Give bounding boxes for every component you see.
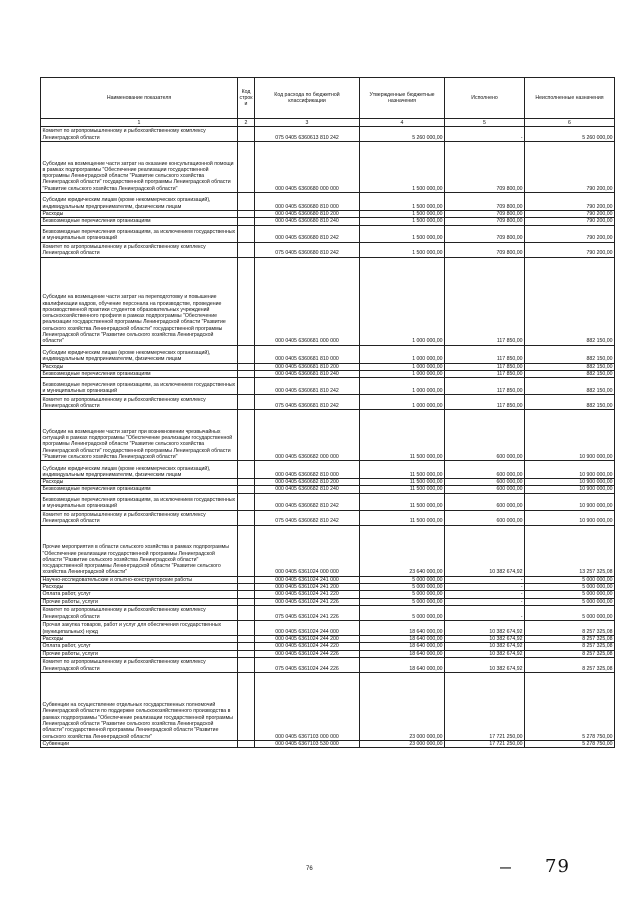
row-expense-code: 000 0405 6361024 244 000 [255, 620, 360, 635]
table-row [41, 635, 615, 642]
row-name: Прочие работы, услуги [41, 650, 238, 657]
row-remaining: 790 200,00 [525, 142, 615, 193]
row-name: Безвозмездные перечисления организациям, за исключением государственных и муниципальных организаций [41, 378, 238, 395]
row-approved: 23 000 000,00 [360, 740, 445, 747]
row-expense-code: 000 0405 6361024 241 200 [255, 584, 360, 591]
row-line-code [238, 242, 255, 257]
row-expense-code: 000 0405 6361024 244 220 [255, 643, 360, 650]
row-executed: 117 850,00 [445, 345, 525, 363]
row-expense-code: 000 0405 6361024 241 220 [255, 591, 360, 598]
row-name: Субвенции [41, 740, 238, 747]
row-name: Субвенции на осуществление отдельных государственных полномочий Ленинградской области по поддержке сельскохозяйственного производства в рамках подпрограммы "Обеспечение реализации государственной программы Ленинградской области "Развитие сельского хозяйства Ленинградской области" государственной программы Ленинградской области "Развитие сельского хозяйства Ленинградской области" [41, 672, 238, 740]
row-name: Расходы [41, 479, 238, 486]
row-executed: 709 800,00 [445, 225, 525, 242]
row-executed: 10 382 674,92 [445, 635, 525, 642]
row-remaining: 5 278 750,00 [525, 672, 615, 740]
row-executed: 117 850,00 [445, 370, 525, 377]
row-approved: 5 000 000,00 [360, 576, 445, 583]
row-expense-code: 000 0405 6361024 241 226 [255, 598, 360, 605]
row-remaining: 10 900 000,00 [525, 461, 615, 479]
row-approved: 1 500 000,00 [360, 242, 445, 257]
table-row [41, 650, 615, 657]
table-row [41, 740, 615, 747]
row-expense-code: 000 0405 6360681 000 000 [255, 257, 360, 345]
row-expense-code: 000 0405 6360680 810 240 [255, 218, 360, 225]
table-row [41, 591, 615, 598]
row-line-code [238, 127, 255, 142]
row-line-code [238, 363, 255, 370]
row-executed: 10 382 674,92 [445, 643, 525, 650]
row-line-code [238, 510, 255, 525]
row-expense-code: 000 0405 6360681 810 242 [255, 378, 360, 395]
row-expense-code: 000 0405 6360681 810 240 [255, 370, 360, 377]
table-row [41, 605, 615, 620]
row-name: Безвозмездные перечисления организациям [41, 370, 238, 377]
row-line-code [238, 740, 255, 747]
row-executed: 600 000,00 [445, 493, 525, 510]
row-executed: 10 382 674,92 [445, 650, 525, 657]
row-line-code [238, 635, 255, 642]
table-row [41, 493, 615, 510]
header-num: 5 [445, 119, 525, 127]
row-name: Субсидии на возмещение части затрат на переподготовку и повышение квалификации кадров, обучение персонала на производстве, проведение производственной практики студентов образовательных учреждений сельскохозяйственного профиля в рамках подпрограммы "Обеспечение реализации государственной программы Ленинградской области "Развитие сельского хозяйства Ленинградской области" государственной программы Ленинградской области "Развитие сельского хозяйства Ленинградской области" [41, 257, 238, 345]
handwritten-page-stamp: 79 [545, 856, 570, 877]
table-row [41, 620, 615, 635]
header-row-code: Код строк и [238, 78, 255, 119]
row-name: Субсидии юридическим лицам (кроме некоммерческих организаций), индивидуальным предпринимателям, физическим лицам [41, 461, 238, 479]
table-row [41, 479, 615, 486]
row-approved: 1 000 000,00 [360, 378, 445, 395]
table-row [41, 486, 615, 493]
row-approved: 1 000 000,00 [360, 345, 445, 363]
row-remaining: 10 900 000,00 [525, 479, 615, 486]
row-expense-code: 075 0405 6360682 810 242 [255, 510, 360, 525]
table-row [41, 211, 615, 218]
row-executed: 117 850,00 [445, 257, 525, 345]
row-line-code [238, 218, 255, 225]
row-remaining: 882 150,00 [525, 363, 615, 370]
row-name: Оплата работ, услуг [41, 643, 238, 650]
footer-dash: — [500, 862, 511, 874]
row-approved: 1 000 000,00 [360, 370, 445, 377]
row-executed: 10 382 674,92 [445, 657, 525, 672]
row-expense-code: 000 0405 6360682 810 200 [255, 479, 360, 486]
row-name: Прочая закупка товаров, работ и услуг для обеспечения государственных (муниципальных) нужд [41, 620, 238, 635]
row-approved: 1 500 000,00 [360, 193, 445, 211]
row-executed: 709 800,00 [445, 193, 525, 211]
table-row [41, 378, 615, 395]
header-expense-code: Код расхода по бюджетной классификации [255, 78, 360, 119]
row-remaining: 790 200,00 [525, 225, 615, 242]
row-approved: 1 000 000,00 [360, 395, 445, 410]
table-row [41, 598, 615, 605]
row-line-code [238, 410, 255, 461]
row-expense-code: 000 0405 6360681 810 000 [255, 345, 360, 363]
row-name: Расходы [41, 584, 238, 591]
row-line-code [238, 486, 255, 493]
row-line-code [238, 257, 255, 345]
row-name: Комитет по агропромышленному и рыбохозяйственному комплексу Ленинградской области [41, 605, 238, 620]
row-name: Оплата работ, услуг [41, 591, 238, 598]
row-line-code [238, 672, 255, 740]
table-row [41, 395, 615, 410]
table-row [41, 242, 615, 257]
row-remaining: 8 257 325,08 [525, 643, 615, 650]
header-num: 3 [255, 119, 360, 127]
table-row [41, 363, 615, 370]
row-line-code [238, 461, 255, 479]
row-line-code [238, 650, 255, 657]
header-remaining: Неисполненные назначения [525, 78, 615, 119]
row-expense-code: 000 0405 6360680 810 242 [255, 225, 360, 242]
table-row [41, 257, 615, 345]
row-line-code [238, 211, 255, 218]
row-approved: 11 500 000,00 [360, 461, 445, 479]
table-row [41, 657, 615, 672]
row-approved: 1 500 000,00 [360, 225, 445, 242]
row-remaining: 5 000 000,00 [525, 605, 615, 620]
row-line-code [238, 657, 255, 672]
row-approved: 1 000 000,00 [360, 257, 445, 345]
row-remaining: 790 200,00 [525, 211, 615, 218]
row-remaining: 5 260 000,00 [525, 127, 615, 142]
row-remaining: 8 257 325,08 [525, 657, 615, 672]
row-name: Расходы [41, 363, 238, 370]
budget-table [40, 77, 615, 748]
row-remaining: 790 200,00 [525, 242, 615, 257]
row-line-code [238, 525, 255, 576]
table-row [41, 643, 615, 650]
row-approved: 5 000 000,00 [360, 598, 445, 605]
row-remaining: 5 000 000,00 [525, 584, 615, 591]
table-row [41, 525, 615, 576]
row-executed: 709 800,00 [445, 211, 525, 218]
row-name: Субсидии юридическим лицам (кроме некоммерческих организаций), индивидуальным предпринимателям, физическим лицам [41, 345, 238, 363]
row-expense-code: 000 0405 6360680 810 200 [255, 211, 360, 218]
table-row [41, 127, 615, 142]
row-name: Субсидии юридическим лицам (кроме некоммерческих организаций), индивидуальным предпринимателям, физическим лицам [41, 193, 238, 211]
table-row [41, 576, 615, 583]
row-remaining: 13 257 325,08 [525, 525, 615, 576]
row-executed: 600 000,00 [445, 410, 525, 461]
row-approved: 5 000 000,00 [360, 605, 445, 620]
table-row [41, 345, 615, 363]
row-executed: 17 721 250,00 [445, 672, 525, 740]
row-expense-code: 075 0405 6360681 810 242 [255, 395, 360, 410]
row-approved: 18 640 000,00 [360, 650, 445, 657]
row-expense-code: 000 0405 6360680 810 000 [255, 193, 360, 211]
row-remaining: 10 900 000,00 [525, 410, 615, 461]
row-remaining: 5 000 000,00 [525, 591, 615, 598]
row-remaining: 882 150,00 [525, 257, 615, 345]
row-approved: 11 500 000,00 [360, 510, 445, 525]
row-approved: 23 000 000,00 [360, 672, 445, 740]
row-line-code [238, 378, 255, 395]
row-line-code [238, 598, 255, 605]
row-approved: 5 000 000,00 [360, 584, 445, 591]
row-expense-code: 000 0405 6367103 530 000 [255, 740, 360, 747]
row-name: Безвозмездные перечисления организациям [41, 486, 238, 493]
row-expense-code: 000 0405 6367103 000 000 [255, 672, 360, 740]
row-executed: - [445, 591, 525, 598]
page-number: 76 [306, 866, 313, 872]
row-executed: - [445, 127, 525, 142]
row-approved: 23 640 000,00 [360, 525, 445, 576]
row-remaining: 882 150,00 [525, 370, 615, 377]
header-indicator-name: Наименование показателя [41, 78, 238, 119]
row-expense-code: 000 0405 6360682 810 000 [255, 461, 360, 479]
row-name: Комитет по агропромышленному и рыбохозяйственному комплексу Ленинградской области [41, 127, 238, 142]
row-remaining: 10 900 000,00 [525, 486, 615, 493]
row-line-code [238, 643, 255, 650]
row-executed: 117 850,00 [445, 378, 525, 395]
row-name: Прочие мероприятия в области сельского хозяйства в рамках подпрограммы "Обеспечение реализации государственной программы Ленинградской области "Развитие сельского хозяйства Ленинградской области" государственной программы Ленинградской области "Развитие сельского хозяйства Ленинградской области" [41, 525, 238, 576]
row-line-code [238, 142, 255, 193]
row-executed: 600 000,00 [445, 461, 525, 479]
row-line-code [238, 493, 255, 510]
row-expense-code: 000 0405 6361024 244 200 [255, 635, 360, 642]
row-remaining: 8 257 325,08 [525, 635, 615, 642]
row-line-code [238, 225, 255, 242]
row-approved: 18 640 000,00 [360, 620, 445, 635]
row-executed: 10 382 674,92 [445, 525, 525, 576]
row-expense-code: 000 0405 6360682 810 242 [255, 493, 360, 510]
row-remaining: 5 278 750,00 [525, 740, 615, 747]
row-executed: 600 000,00 [445, 510, 525, 525]
row-executed: - [445, 576, 525, 583]
row-expense-code: 000 0405 6361024 244 226 [255, 650, 360, 657]
row-line-code [238, 370, 255, 377]
row-line-code [238, 193, 255, 211]
row-remaining: 10 900 000,00 [525, 510, 615, 525]
row-approved: 1 500 000,00 [360, 211, 445, 218]
row-remaining: 882 150,00 [525, 378, 615, 395]
row-approved: 11 500 000,00 [360, 486, 445, 493]
row-name: Безвозмездные перечисления организациям, за исключением государственных и муниципальных организаций [41, 493, 238, 510]
row-expense-code: 000 0405 6361024 000 000 [255, 525, 360, 576]
row-approved: 1 000 000,00 [360, 363, 445, 370]
row-approved: 5 000 000,00 [360, 591, 445, 598]
row-executed: 709 800,00 [445, 242, 525, 257]
table-row [41, 584, 615, 591]
row-name: Комитет по агропромышленному и рыбохозяйственному комплексу Ленинградской области [41, 395, 238, 410]
row-expense-code: 000 0405 6360682 810 240 [255, 486, 360, 493]
table-row [41, 193, 615, 211]
table-body [41, 127, 615, 748]
row-approved: 18 640 000,00 [360, 643, 445, 650]
row-remaining: 5 000 000,00 [525, 598, 615, 605]
row-remaining: 5 000 000,00 [525, 576, 615, 583]
row-remaining: 882 150,00 [525, 345, 615, 363]
header-num: 6 [525, 119, 615, 127]
row-expense-code: 075 0405 6360680 810 242 [255, 242, 360, 257]
row-line-code [238, 345, 255, 363]
row-name: Субсидии на возмещение части затрат на оказание консультационной помощи в рамках подпрограммы "Обеспечение реализации государственной программы Ленинградской области "Развитие сельского хозяйства Ленинградской области" государственной программы Ленинградской области "Развитие сельского хозяйства Ленинградской области" [41, 142, 238, 193]
row-executed: 709 800,00 [445, 142, 525, 193]
table-row [41, 225, 615, 242]
row-expense-code: 000 0405 6360682 000 000 [255, 410, 360, 461]
table-row [41, 142, 615, 193]
row-executed: - [445, 598, 525, 605]
row-executed: - [445, 584, 525, 591]
row-name: Прочие работы, услуги [41, 598, 238, 605]
table-row [41, 672, 615, 740]
row-line-code [238, 605, 255, 620]
row-expense-code: 075 0405 6361024 244 226 [255, 657, 360, 672]
row-remaining: 882 150,00 [525, 395, 615, 410]
row-name: Комитет по агропромышленному и рыбохозяйственному комплексу Ленинградской области [41, 657, 238, 672]
row-executed: 10 382 674,92 [445, 620, 525, 635]
row-name: Расходы [41, 211, 238, 218]
table-row [41, 510, 615, 525]
table-row [41, 410, 615, 461]
row-executed: 600 000,00 [445, 479, 525, 486]
row-approved: 11 500 000,00 [360, 410, 445, 461]
row-line-code [238, 576, 255, 583]
row-approved: 18 640 000,00 [360, 657, 445, 672]
row-remaining: 8 257 325,08 [525, 620, 615, 635]
header-approved: Утвержденные бюджетные назначения [360, 78, 445, 119]
table-row [41, 461, 615, 479]
row-expense-code: 000 0405 6361024 241 000 [255, 576, 360, 583]
row-name: Научно-исследовательские и опытно-конструкторские работы [41, 576, 238, 583]
row-line-code [238, 479, 255, 486]
row-line-code [238, 620, 255, 635]
row-name: Безвозмездные перечисления организациям, за исключением государственных и муниципальных организаций [41, 225, 238, 242]
row-executed: 17 721 250,00 [445, 740, 525, 747]
row-name: Безвозмездные перечисления организациям [41, 218, 238, 225]
row-name: Комитет по агропромышленному и рыбохозяйственному комплексу Ленинградской области [41, 242, 238, 257]
table-row [41, 370, 615, 377]
row-executed: 600 000,00 [445, 486, 525, 493]
row-expense-code: 000 0405 6360680 000 000 [255, 142, 360, 193]
row-executed: - [445, 605, 525, 620]
row-executed: 709 800,00 [445, 218, 525, 225]
row-line-code [238, 395, 255, 410]
row-approved: 11 500 000,00 [360, 479, 445, 486]
row-remaining: 790 200,00 [525, 193, 615, 211]
row-expense-code: 075 0405 6361024 241 226 [255, 605, 360, 620]
header-num: 2 [238, 119, 255, 127]
row-name: Комитет по агропромышленному и рыбохозяйственному комплексу Ленинградской области [41, 510, 238, 525]
row-line-code [238, 584, 255, 591]
row-expense-code: 075 0405 6360613 810 242 [255, 127, 360, 142]
header-executed: Исполнено [445, 78, 525, 119]
row-approved: 1 500 000,00 [360, 142, 445, 193]
header-num: 1 [41, 119, 238, 127]
row-line-code [238, 591, 255, 598]
row-remaining: 10 900 000,00 [525, 493, 615, 510]
row-name: Субсидии на возмещение части затрат при возникновении чрезвычайных ситуаций в рамках подпрограммы "Обеспечение реализации государственной программы Ленинградской области "Развитие сельского хозяйства Ленинградской области" государственной программы Ленинградской области "Развитие сельского хозяйства Ленинградской области" [41, 410, 238, 461]
row-expense-code: 000 0405 6360681 810 200 [255, 363, 360, 370]
row-remaining: 8 257 325,08 [525, 650, 615, 657]
row-approved: 1 500 000,00 [360, 218, 445, 225]
row-approved: 18 640 000,00 [360, 635, 445, 642]
row-approved: 5 260 000,00 [360, 127, 445, 142]
row-remaining: 790 200,00 [525, 218, 615, 225]
table-row [41, 218, 615, 225]
row-executed: 117 850,00 [445, 363, 525, 370]
row-name: Расходы [41, 635, 238, 642]
header-num: 4 [360, 119, 445, 127]
row-executed: 117 850,00 [445, 395, 525, 410]
row-approved: 11 500 000,00 [360, 493, 445, 510]
